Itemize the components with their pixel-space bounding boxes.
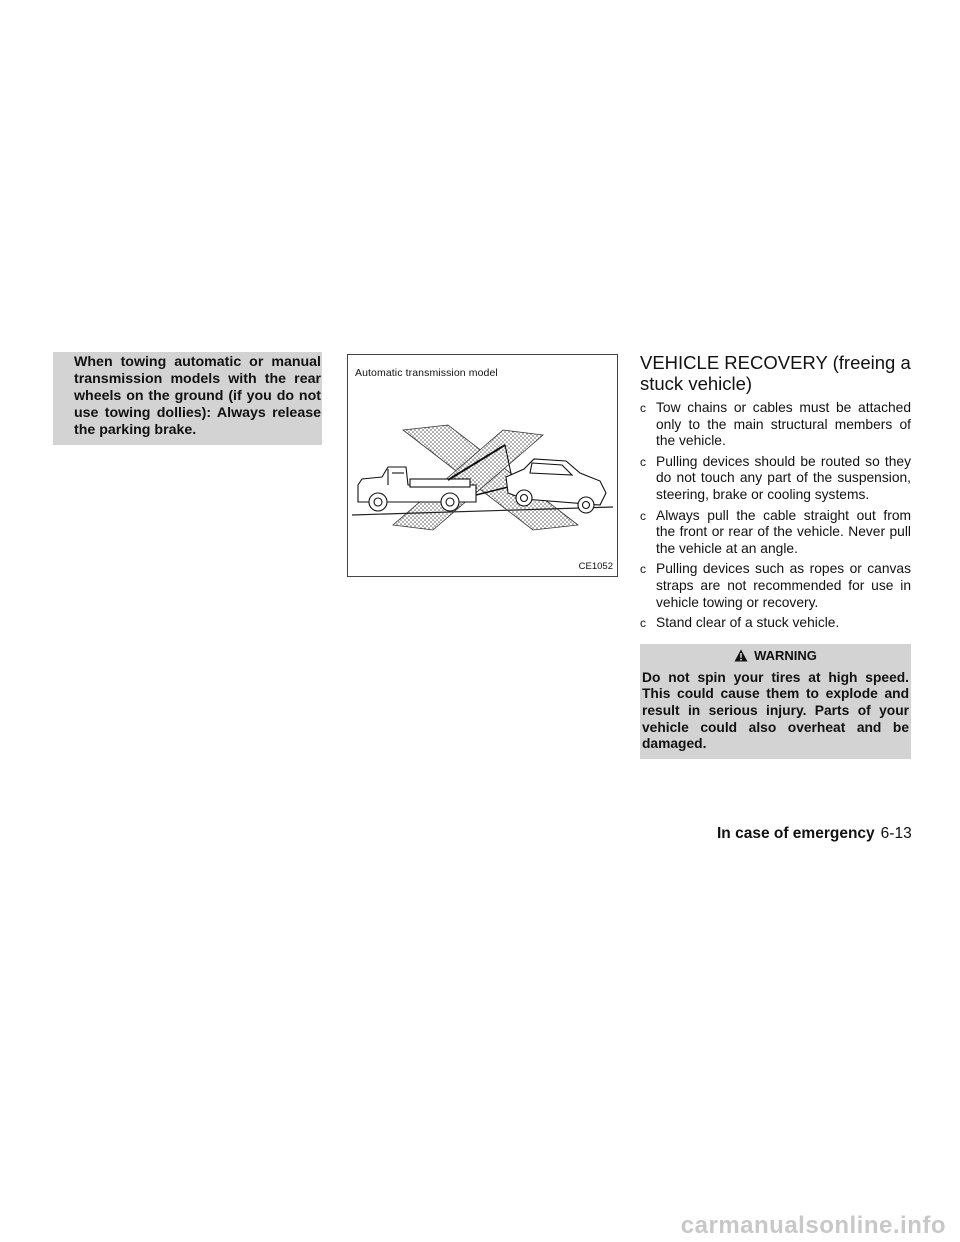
bullet-icon: c (640, 508, 646, 523)
towed-car (506, 459, 606, 513)
list-item-text: Always pull the cable straight out from the front or rear of the vehicle. Never pull the vehicle at an angle. (656, 507, 911, 556)
page-footer (717, 825, 917, 843)
list-item-text: Pulling devices such as ropes or canvas straps are not recommended for use in vehicle towing or recovery. (656, 561, 911, 610)
warning-icon (734, 649, 748, 662)
towing-note (53, 352, 322, 445)
list-item-text: Stand clear of a stuck vehicle. (656, 615, 840, 631)
bullet-icon: c (640, 616, 646, 631)
list-item (640, 400, 911, 450)
list-item-text: Pulling devices should be routed so they do not touch any part of the suspension, steering, brake or cooling systems. (656, 453, 911, 502)
towing-note-text: When towing automatic or manual transmission models with the rear wheels on the ground (if you do not use towing dollies): Always release the parking brake. (74, 354, 321, 438)
bullet-icon: c (640, 454, 646, 469)
towing-illustration (348, 355, 617, 576)
list-item (640, 508, 911, 558)
vehicle-recovery-section (640, 352, 911, 759)
bullet-icon: c (640, 401, 646, 415)
watermark: carmanualsonline.info (680, 1212, 946, 1239)
bullet-icon: c (640, 562, 646, 577)
list-item-text: Tow chains or cables must be attached only to the main structural members of the vehicle. (656, 400, 911, 449)
list-item (640, 561, 911, 611)
warning-header (642, 647, 909, 665)
towing-figure (347, 354, 618, 577)
page-number: 6-13 (880, 825, 912, 842)
list-item (640, 615, 911, 632)
warning-text: Do not spin your tires at high speed. This could cause them to explode and result in serious injury. Parts of your vehicle could also overheat and be damaged. (642, 669, 909, 752)
warning-title: WARNING (754, 647, 817, 663)
warning-box (640, 644, 911, 759)
recovery-bullet-list (640, 400, 911, 632)
ground-line (352, 507, 613, 515)
section-title: VEHICLE RECOVERY (freeing a stuck vehicle) (640, 352, 911, 394)
figure-code: CE1052 (578, 561, 613, 572)
figure-caption: Automatic transmission model (355, 367, 498, 379)
list-item (640, 454, 911, 504)
footer-section-name: In case of emergency (717, 825, 875, 842)
